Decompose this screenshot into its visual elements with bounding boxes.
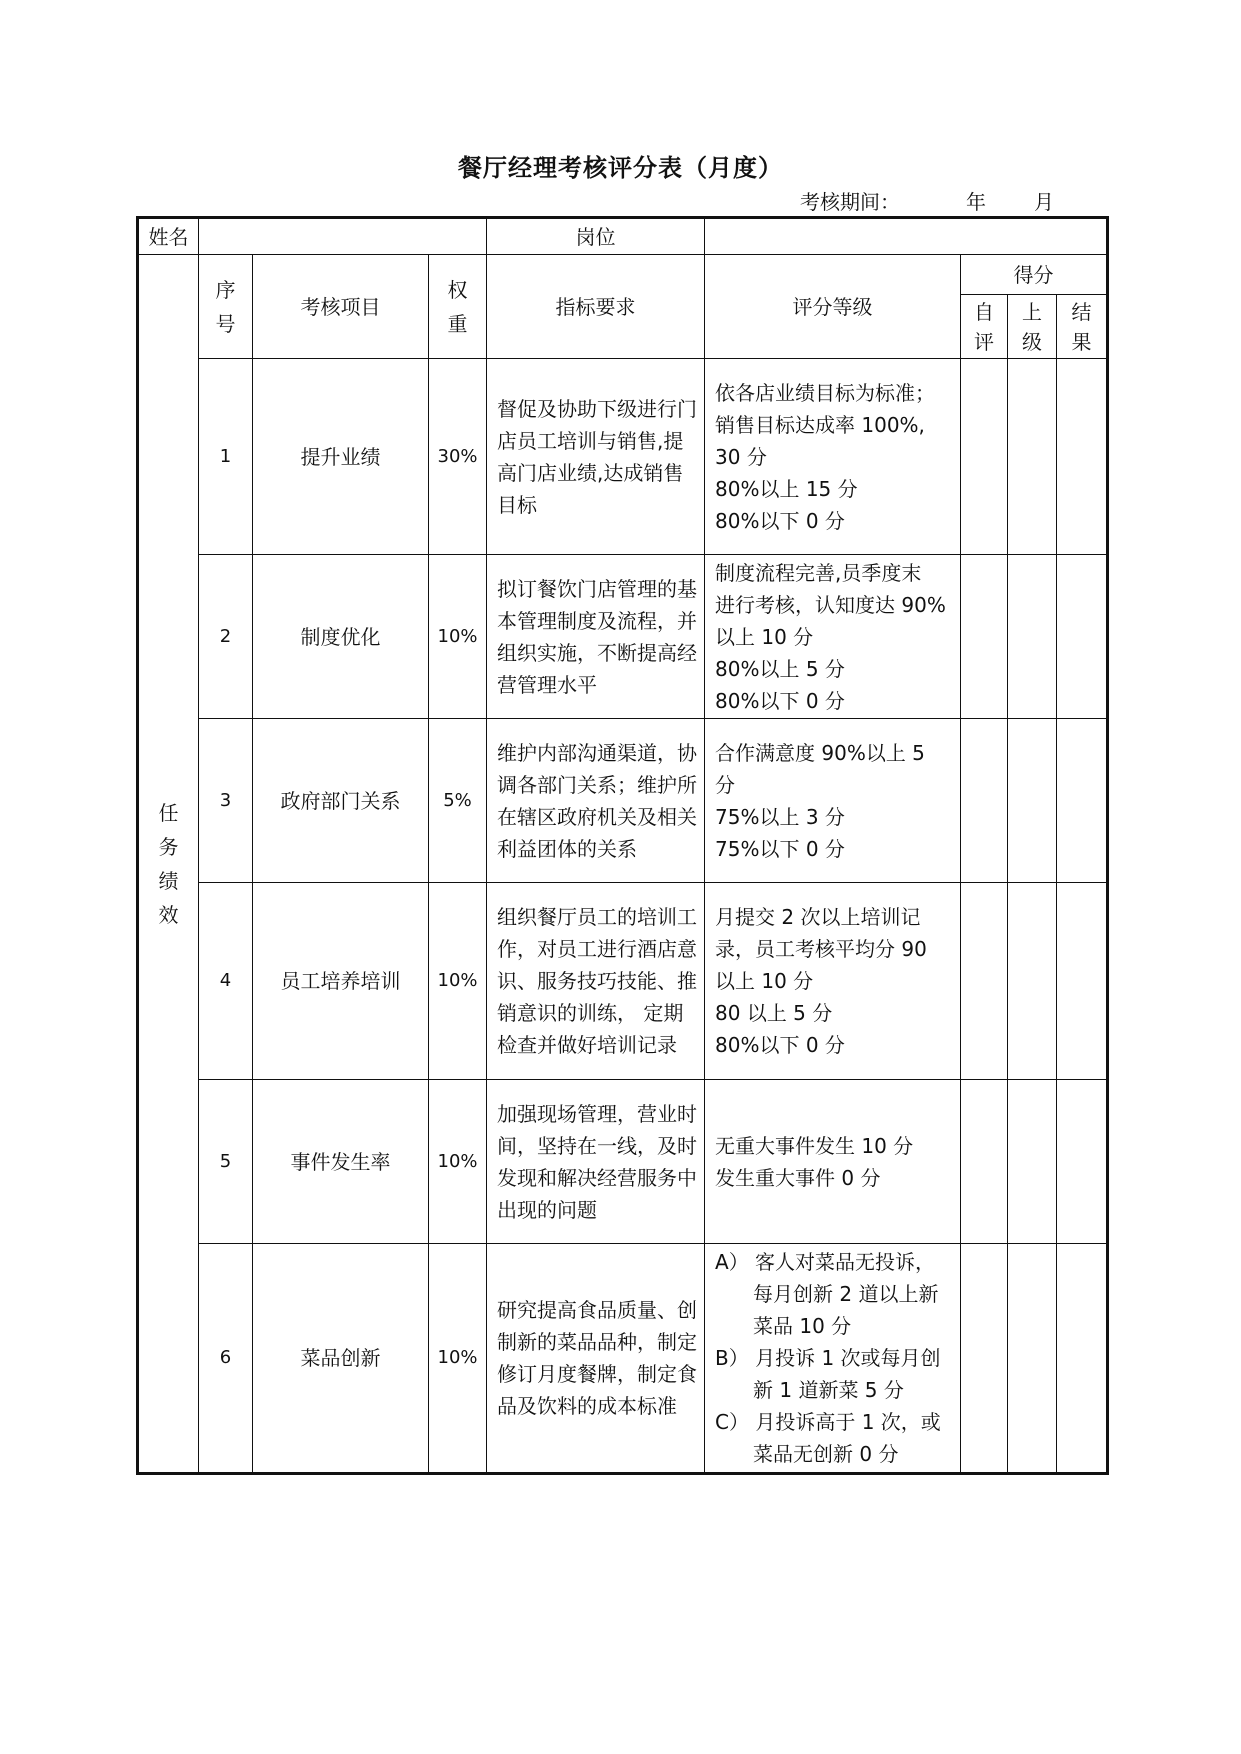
evaluation-table — [136, 216, 1109, 1475]
row-indicator: 组织餐厅员工的培训工作，对员工进行酒店意识、服务技巧技能、推销意识的训练， 定期检查并做好培训记录 — [487, 883, 705, 1080]
grade-line: 月提交 2 次以上培训记 — [715, 905, 921, 929]
grade-line: 销售目标达成率 100%, — [715, 412, 925, 437]
grade-line: 30 分 — [715, 444, 767, 469]
weight-header-label: 权重 — [447, 277, 468, 336]
row-indicator: 加强现场管理，营业时间，坚持在一线，及时发现和解决经营服务中出现的问题 — [487, 1080, 705, 1244]
row-no: 6 — [199, 1244, 253, 1474]
grade-line: 80%以下 0 分 — [715, 1033, 845, 1057]
score-header: 得分 — [961, 255, 1108, 295]
page-title: 餐厅经理考核评分表（月度） — [458, 154, 783, 182]
row-weight: 10% — [429, 883, 487, 1080]
row-weight: 5% — [429, 719, 487, 883]
grade-line: 80%以下 0 分 — [715, 688, 845, 713]
grade-line: 75%以下 0 分 — [715, 836, 845, 861]
grade-line: 合作满意度 90%以上 5 — [715, 740, 925, 765]
grade-line: 以上 10 分 — [715, 969, 814, 993]
row-no: 1 — [199, 359, 253, 555]
seq-header — [199, 255, 253, 359]
row-grade — [705, 1244, 961, 1474]
superior-score-cell[interactable] — [1008, 883, 1057, 1080]
row-grade — [705, 883, 961, 1080]
superior-header-label: 上级 — [1022, 299, 1043, 354]
grade-line: 发生重大事件 0 分 — [715, 1165, 881, 1190]
table-row — [138, 1080, 1108, 1244]
grade-option: C） 月投诉高于 1 次，或菜品无创新 0 分 — [715, 1410, 941, 1466]
row-grade — [705, 719, 961, 883]
grade-line: 75%以上 3 分 — [715, 804, 845, 829]
row-indicator: 维护内部沟通渠道，协调各部门关系；维护所在辖区政府机关及相关利益团体的关系 — [487, 719, 705, 883]
category-label: 任务绩效 — [158, 800, 179, 927]
name-label: 姓名 — [138, 218, 199, 255]
weight-header — [429, 255, 487, 359]
result-score-cell[interactable] — [1057, 555, 1108, 719]
self-score-cell[interactable] — [961, 1080, 1008, 1244]
position-field[interactable] — [705, 218, 1108, 255]
result-header — [1057, 295, 1108, 359]
row-no: 5 — [199, 1080, 253, 1244]
result-header-label: 结果 — [1071, 299, 1092, 354]
period-month: 月 — [1034, 190, 1054, 214]
row-item: 事件发生率 — [253, 1080, 429, 1244]
row-item: 政府部门关系 — [253, 719, 429, 883]
result-score-cell[interactable] — [1057, 719, 1108, 883]
row-indicator: 督促及协助下级进行门店员工培训与销售,提高门店业绩,达成销售目标 — [487, 359, 705, 555]
self-score-cell[interactable] — [961, 883, 1008, 1080]
indicator-header: 指标要求 — [487, 255, 705, 359]
row-no: 4 — [199, 883, 253, 1080]
row-grade — [705, 555, 961, 719]
grade-line: 80%以下 0 分 — [715, 508, 845, 533]
grade-option: B） 月投诉 1 次或每月创新 1 道新菜 5 分 — [715, 1346, 941, 1402]
result-score-cell[interactable] — [1057, 359, 1108, 555]
superior-header — [1008, 295, 1057, 359]
self-score-cell[interactable] — [961, 359, 1008, 555]
grade-line: 依各店业绩目标为标准； — [715, 380, 936, 405]
table-row — [138, 1244, 1108, 1474]
item-header: 考核项目 — [253, 255, 429, 359]
result-score-cell[interactable] — [1057, 1080, 1108, 1244]
table-row — [138, 359, 1108, 555]
row-indicator: 研究提高食品质量、创制新的菜品品种，制定修订月度餐牌，制定食品及饮料的成本标准 — [487, 1244, 705, 1474]
row-no: 2 — [199, 555, 253, 719]
row-weight: 10% — [429, 555, 487, 719]
self-header — [961, 295, 1008, 359]
self-score-cell[interactable] — [961, 719, 1008, 883]
superior-score-cell[interactable] — [1008, 1244, 1057, 1474]
grade-line: 分 — [715, 772, 736, 797]
row-item: 提升业绩 — [253, 359, 429, 555]
position-label: 岗位 — [487, 218, 705, 255]
row-weight: 30% — [429, 359, 487, 555]
row-no: 3 — [199, 719, 253, 883]
grade-line: 进行考核，认知度达 90% — [715, 592, 946, 617]
row-indicator: 拟订餐饮门店管理的基本管理制度及流程，并组织实施，不断提高经营管理水平 — [487, 555, 705, 719]
row-item: 菜品创新 — [253, 1244, 429, 1474]
self-header-label: 自评 — [974, 299, 995, 354]
grade-line: 80%以上 15 分 — [715, 476, 858, 501]
row-weight: 10% — [429, 1244, 487, 1474]
grade-line: 80%以上 5 分 — [715, 656, 845, 681]
result-score-cell[interactable] — [1057, 883, 1108, 1080]
name-field[interactable] — [199, 218, 487, 255]
row-grade — [705, 359, 961, 555]
grade-line: 80 以上 5 分 — [715, 1001, 833, 1025]
period-label: 考核期间： — [800, 190, 900, 214]
table-row — [138, 719, 1108, 883]
grade-option: A） 客人对菜品无投诉，每月创新 2 道以上新菜品 10 分 — [715, 1250, 939, 1338]
result-score-cell[interactable] — [1057, 1244, 1108, 1474]
row-grade — [705, 1080, 961, 1244]
grade-header: 评分等级 — [705, 255, 961, 359]
superior-score-cell[interactable] — [1008, 1080, 1057, 1244]
self-score-cell[interactable] — [961, 555, 1008, 719]
row-item: 员工培养培训 — [253, 883, 429, 1080]
table-row — [138, 883, 1108, 1080]
row-item: 制度优化 — [253, 555, 429, 719]
grade-line: 制度流程完善,员季度末 — [715, 560, 922, 585]
grade-line: 以上 10 分 — [715, 624, 814, 649]
period-year: 年 — [966, 190, 986, 214]
row-weight: 10% — [429, 1080, 487, 1244]
category-cell — [138, 255, 199, 1474]
table-row — [138, 555, 1108, 719]
superior-score-cell[interactable] — [1008, 555, 1057, 719]
grade-line: 录，员工考核平均分 90 — [715, 937, 927, 961]
superior-score-cell[interactable] — [1008, 359, 1057, 555]
grade-line: 无重大事件发生 10 分 — [715, 1133, 914, 1158]
self-score-cell[interactable] — [961, 1244, 1008, 1474]
seq-header-label: 序号 — [215, 277, 236, 336]
superior-score-cell[interactable] — [1008, 719, 1057, 883]
